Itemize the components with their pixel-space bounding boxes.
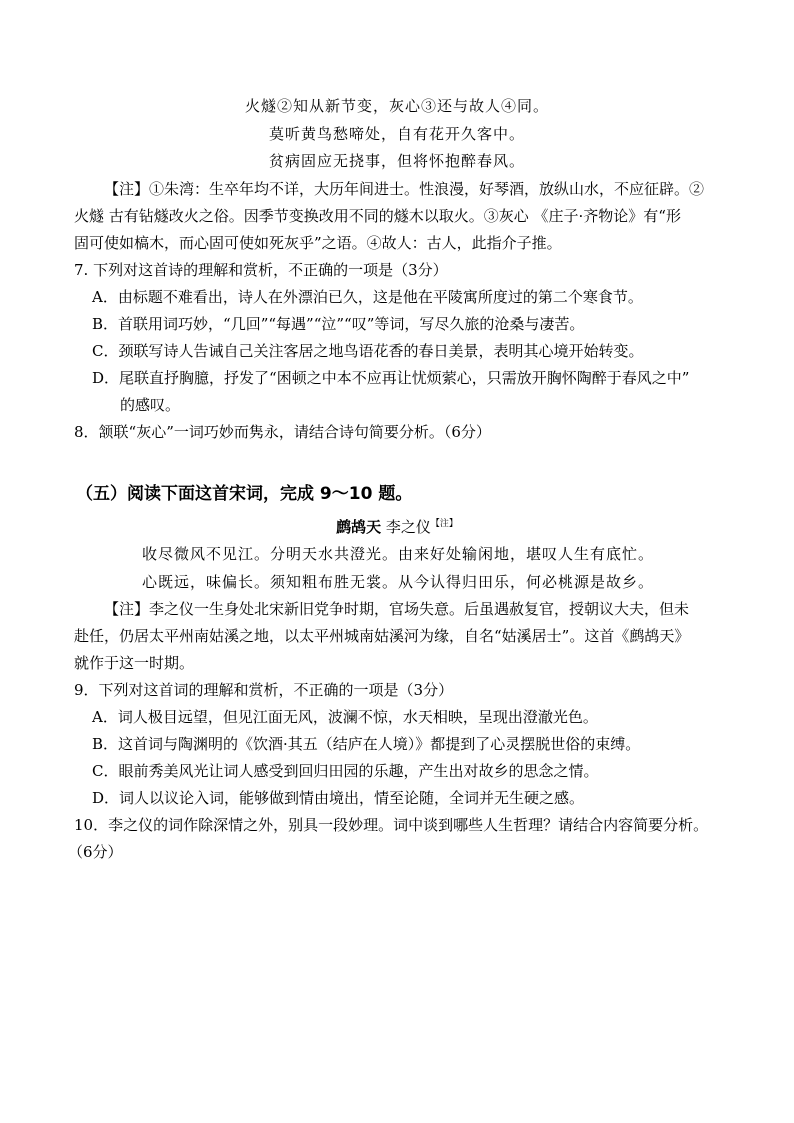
ci-line: 心既远，味偏长。须知粗布胜无裳。从今认得归田乐，何必桃源是故乡。 [142,573,655,591]
option-b: B．首联用词巧妙，“几回”“每遇”“泣”“叹”等词，写尽久旅的沧桑与凄苦。 [92,315,585,333]
option-d: D．尾联直抒胸臆，抒发了“困顿之中本不应再让忧烦萦心，只需放开胸怀陶醉于春风之中” [92,369,690,387]
ci-tune: 鹧鸪天 [336,518,382,536]
note-line: 就作于这一时期。 [74,654,195,672]
option-d: D．词人以议论入词，能够做到情由境出，情至论随，全词并无生硬之感。 [92,789,585,807]
ci-line: 收尽微风不见江。分明天水共澄光。由来好处输闲地，堪叹人生有底忙。 [142,545,655,563]
question-stem: 10．李之仪的词作除深情之外，别具一段妙理。词中谈到哪些人生哲理？请结合内容简要分析。 [74,816,709,834]
note-line: 【注】①朱湾：生卒年均不详，大历年间进士。性浪漫，好琴酒，放纵山水，不应征辟。② [104,180,705,198]
poem-line: 莫听黄鸟愁啼处，自有花开久客中。 [268,125,525,143]
question-stem: 8．颔联“灰心”一词巧妙而隽永，请结合诗句简要分析。（6分） [74,423,491,441]
poem-line: 火燧②知从新节变，灰心③还与故人④同。 [244,97,549,115]
ci-author: 李之仪 [385,518,431,536]
option-d-cont: 的感叹。 [120,396,181,414]
option-a: A．词人极目远望，但见江面无风，波澜不惊，水天相映，呈现出澄澈光色。 [92,708,598,726]
option-c: C．眼前秀美风光让词人感受到回归田园的乐趣，产生出对故乡的思念之情。 [92,762,599,780]
question-stem: 9．下列对这首词的理解和赏析，不正确的一项是（3分） [74,681,454,699]
note-mark: 【注】 [430,519,458,529]
option-a: A．由标题不难看出，诗人在外漂泊已久，这是他在平陵寓所度过的第二个寒食节。 [92,288,643,306]
section-heading: （五）阅读下面这首宋词，完成 9～10 题。 [76,484,413,504]
note-line: 火燧 古有钻燧改火之俗。因季节变换改用不同的燧木以取火。③灰心 《庄子·齐物论》有“形 [74,207,681,225]
question-stem: 7. 下列对这首诗的理解和赏析，不正确的一项是（3分） [74,261,448,279]
note-line: 固可使如槁木，而心固可使如死灰乎”之语。④故人：古人，此指介子推。 [74,234,562,252]
note-line: 赴任，仍居太平州南姑溪之地，以太平州城南姑溪河为缘，自名“姑溪居士”。这首《鹧鸪天》 [74,627,690,645]
poem-line: 贫病固应无挠事，但将怀抱醉春风。 [268,152,525,170]
ci-title [0,514,794,537]
option-c: C．颈联写诗人告诫自己关注客居之地鸟语花香的春日美景，表明其心境开始转变。 [92,342,644,360]
question-score: （6分） [68,843,123,861]
option-b: B．这首词与陶渊明的《饮酒·其五（结庐在人境）》都提到了心灵摆脱世俗的束缚。 [92,735,641,753]
note-line: 【注】李之仪一生身处北宋新旧党争时期，官场失意。后虽遇赦复官，授朝议大夫，但未 [104,600,690,618]
